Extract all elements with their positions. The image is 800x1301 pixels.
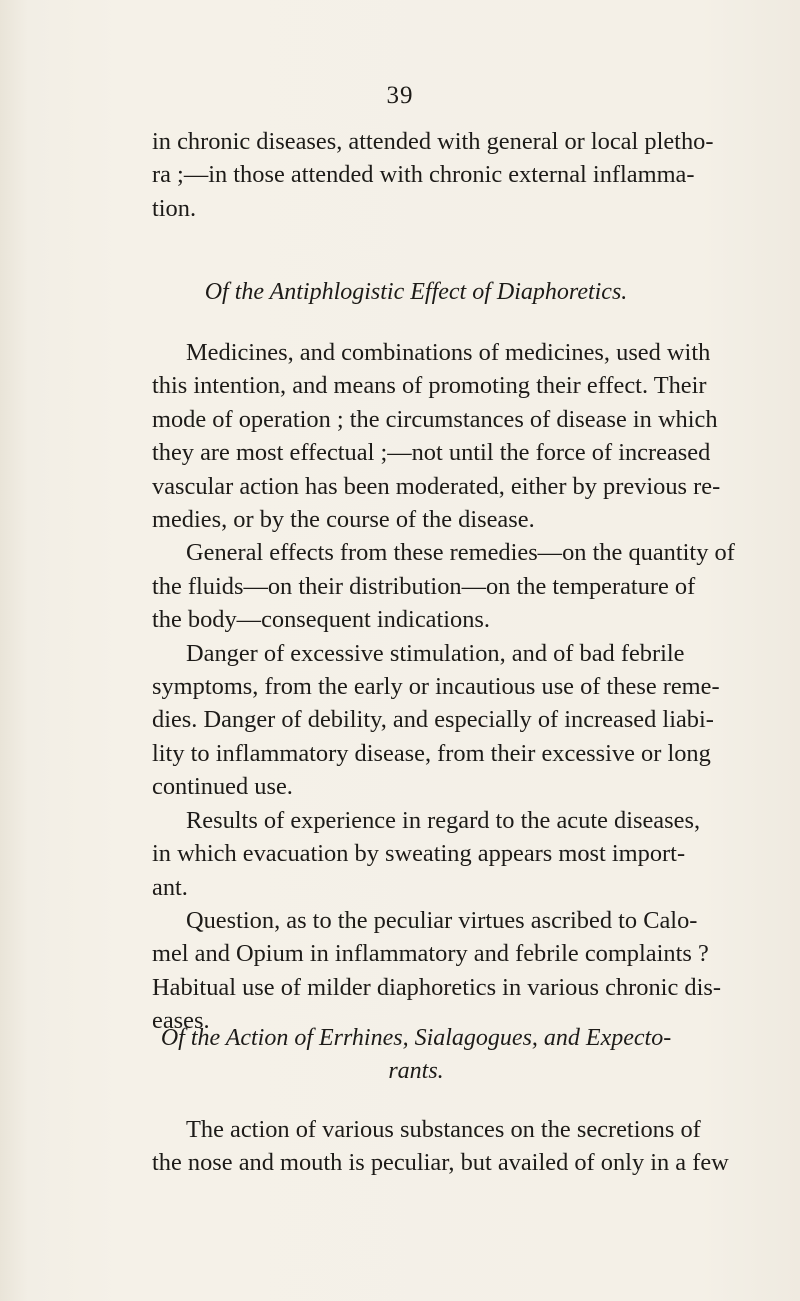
section-heading-errhines	[152, 1022, 680, 1088]
section-heading-diaphoretics: Of the Antiphlogistic Effect of Diaphoretics.	[204, 279, 628, 305]
text-line: the nose and mouth is peculiar, but availed of only in a few	[152, 1149, 729, 1177]
text-line: Medicines, and combinations of medicines, used with	[186, 339, 711, 366]
text-line: lity to inflammatory disease, from their excessive or long	[152, 739, 711, 767]
text-line: The action of various substances on the secretions of	[186, 1116, 701, 1143]
text-line: ra ;—in those attended with chronic external inflamma-	[152, 161, 695, 189]
continuation-paragraph	[152, 125, 714, 225]
text-line: Results of experience in regard to the acute diseases,	[186, 806, 701, 834]
text-line: in which evacuation by sweating appears most import-	[152, 840, 686, 868]
text-line: dies. Danger of debility, and especially of increased liabi-	[152, 706, 714, 734]
text-line: they are most effectual ;—not until the force of increased	[152, 439, 711, 467]
page-number: 39	[386, 82, 414, 109]
heading-line: Of the Action of Errhines, Sialagogues, and Expecto-	[160, 1025, 672, 1051]
text-line: Question, as to the peculiar virtues ascribed to Calo-	[186, 906, 698, 934]
text-line: tion.	[152, 194, 197, 222]
text-line: symptoms, from the early or incautious use of these reme-	[152, 673, 720, 701]
text-line: the body—consequent indications.	[152, 606, 491, 634]
text-line: continued use.	[152, 773, 293, 801]
text-line: mel and Opium in inflammatory and febrile complaints ?	[152, 940, 709, 968]
text-line: vascular action has been moderated, either by previous re-	[152, 472, 721, 500]
heading-line: rants.	[388, 1058, 444, 1084]
text-line: this intention, and means of promoting their effect. Their	[152, 372, 707, 400]
section-diaphoretics-body	[152, 336, 735, 1038]
text-line: Danger of excessive stimulation, and of bad febrile	[186, 639, 685, 667]
text-line: ant.	[152, 873, 188, 901]
section-errhines-body	[152, 1113, 729, 1180]
text-line: the fluids—on their distribution—on the temperature of	[152, 572, 696, 600]
text-line: General effects from these remedies—on the quantity of	[186, 539, 735, 567]
text-line: eases.	[152, 1007, 210, 1035]
text-line: in chronic diseases, attended with general or local pletho-	[152, 128, 714, 155]
text-line: mode of operation ; the circumstances of disease in which	[152, 405, 718, 433]
text-line: Habitual use of milder diaphoretics in various chronic dis-	[152, 973, 721, 1001]
text-line: medies, or by the course of the disease.	[152, 506, 535, 534]
